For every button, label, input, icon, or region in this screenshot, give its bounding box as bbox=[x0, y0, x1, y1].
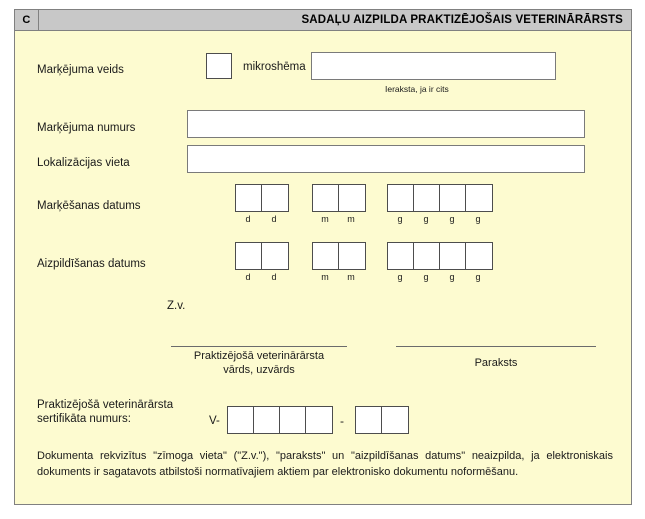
fill-date-month-keys bbox=[312, 272, 364, 282]
fill-date-year-cell-4[interactable] bbox=[466, 243, 492, 269]
marking-date-year-key-2: g bbox=[423, 214, 429, 224]
fill-date-label: Aizpildīšanas datums bbox=[37, 258, 146, 270]
marking-date-label: Marķēšanas datums bbox=[37, 200, 141, 212]
marking-date-day-key-2: d bbox=[271, 214, 277, 224]
section-letter: C bbox=[15, 10, 39, 30]
marking-date-year-cell-4[interactable] bbox=[466, 185, 492, 211]
marking-date-month-cell-1[interactable] bbox=[313, 185, 339, 211]
vet-name-caption-line2: vārds, uzvārds bbox=[223, 364, 295, 376]
marking-date-month-key-1: m bbox=[321, 214, 329, 224]
marking-type-label: Marķējuma veids bbox=[37, 64, 124, 76]
fill-date-day-cell-2[interactable] bbox=[262, 243, 288, 269]
vet-name-caption-line1: Praktizējošā veterinārārsta bbox=[193, 350, 325, 362]
localization-place-input[interactable] bbox=[187, 145, 585, 173]
certificate-number-label-line2: sertifikāta numurs: bbox=[37, 413, 131, 425]
fill-date-month-cell-1[interactable] bbox=[313, 243, 339, 269]
microchip-checkbox[interactable] bbox=[206, 53, 232, 79]
stamp-place-label: Z.v. bbox=[167, 300, 186, 312]
section-title: SADAĻU AIZPILDA PRAKTIZĒJOŠAIS VETERINĀRĀRSTS bbox=[301, 14, 623, 26]
fill-date-year-key-3: g bbox=[449, 272, 455, 282]
marking-type-other-caption: Ieraksta, ja ir cits bbox=[385, 84, 449, 94]
certificate-number-label-line1: Praktizējošā veterinārārsta bbox=[37, 399, 174, 411]
fill-date-year-key-1: g bbox=[397, 272, 403, 282]
localization-place-label: Lokalizācijas vieta bbox=[37, 157, 130, 169]
fill-date-year-cell-2[interactable] bbox=[414, 243, 440, 269]
marking-date-day-key-1: d bbox=[245, 214, 251, 224]
marking-number-input[interactable] bbox=[187, 110, 585, 138]
fill-date-day-cell-1[interactable] bbox=[236, 243, 262, 269]
marking-date-year-cell-3[interactable] bbox=[440, 185, 466, 211]
fill-date-year-group[interactable] bbox=[387, 242, 493, 270]
certificate-suffix-group[interactable] bbox=[355, 406, 409, 434]
marking-date-year-key-3: g bbox=[449, 214, 455, 224]
marking-date-month-keys bbox=[312, 214, 364, 224]
fill-date-day-key-2: d bbox=[271, 272, 277, 282]
fill-date-year-key-2: g bbox=[423, 272, 429, 282]
certificate-prefix: V- bbox=[209, 415, 220, 427]
certificate-main-cell-3[interactable] bbox=[280, 407, 306, 433]
fill-date-day-group[interactable] bbox=[235, 242, 289, 270]
marking-date-year-group[interactable] bbox=[387, 184, 493, 212]
certificate-suffix-cell-1[interactable] bbox=[356, 407, 382, 433]
fill-date-month-group[interactable] bbox=[312, 242, 366, 270]
marking-type-other-input[interactable] bbox=[311, 52, 556, 80]
marking-date-day-group[interactable] bbox=[235, 184, 289, 212]
marking-date-day-cell-1[interactable] bbox=[236, 185, 262, 211]
fill-date-year-keys bbox=[387, 272, 491, 282]
certificate-separator: - bbox=[340, 414, 344, 428]
marking-date-month-group[interactable] bbox=[312, 184, 366, 212]
fill-date-year-cell-1[interactable] bbox=[388, 243, 414, 269]
marking-date-year-keys bbox=[387, 214, 491, 224]
fill-date-day-keys bbox=[235, 272, 287, 282]
microchip-label: mikroshēma bbox=[243, 61, 306, 73]
fill-date-month-key-1: m bbox=[321, 272, 329, 282]
certificate-main-cell-4[interactable] bbox=[306, 407, 332, 433]
marking-date-year-cell-2[interactable] bbox=[414, 185, 440, 211]
marking-date-year-cell-1[interactable] bbox=[388, 185, 414, 211]
marking-date-month-key-2: m bbox=[347, 214, 355, 224]
certificate-main-group[interactable] bbox=[227, 406, 333, 434]
fill-date-month-cell-2[interactable] bbox=[339, 243, 365, 269]
section-header bbox=[14, 9, 632, 31]
marking-date-year-key-1: g bbox=[397, 214, 403, 224]
fill-date-year-key-4: g bbox=[475, 272, 481, 282]
certificate-number-label bbox=[37, 398, 207, 426]
fill-date-year-cell-3[interactable] bbox=[440, 243, 466, 269]
marking-date-year-key-4: g bbox=[475, 214, 481, 224]
certificate-main-cell-2[interactable] bbox=[254, 407, 280, 433]
marking-date-month-cell-2[interactable] bbox=[339, 185, 365, 211]
certificate-main-cell-1[interactable] bbox=[228, 407, 254, 433]
footnote-text: Dokumenta rekvizītus "zīmoga vieta" ("Z.v."), "paraksts" un "aizpildīšanas datums" neaizpilda, ja elektroniskais dokuments ir sagatavots atbilstoši normatīvajiem aktiem par elektronisko dokumentu noformēšanu. bbox=[37, 450, 613, 478]
marking-date-day-cell-2[interactable] bbox=[262, 185, 288, 211]
certificate-suffix-cell-2[interactable] bbox=[382, 407, 408, 433]
vet-name-line[interactable] bbox=[171, 346, 347, 347]
vet-name-caption bbox=[171, 349, 347, 377]
form-body bbox=[14, 31, 632, 505]
fill-date-month-key-2: m bbox=[347, 272, 355, 282]
signature-caption: Paraksts bbox=[474, 357, 518, 369]
marking-date-day-keys bbox=[235, 214, 287, 224]
fill-date-day-key-1: d bbox=[245, 272, 251, 282]
marking-number-label: Marķējuma numurs bbox=[37, 122, 136, 134]
signature-line[interactable] bbox=[396, 346, 596, 347]
